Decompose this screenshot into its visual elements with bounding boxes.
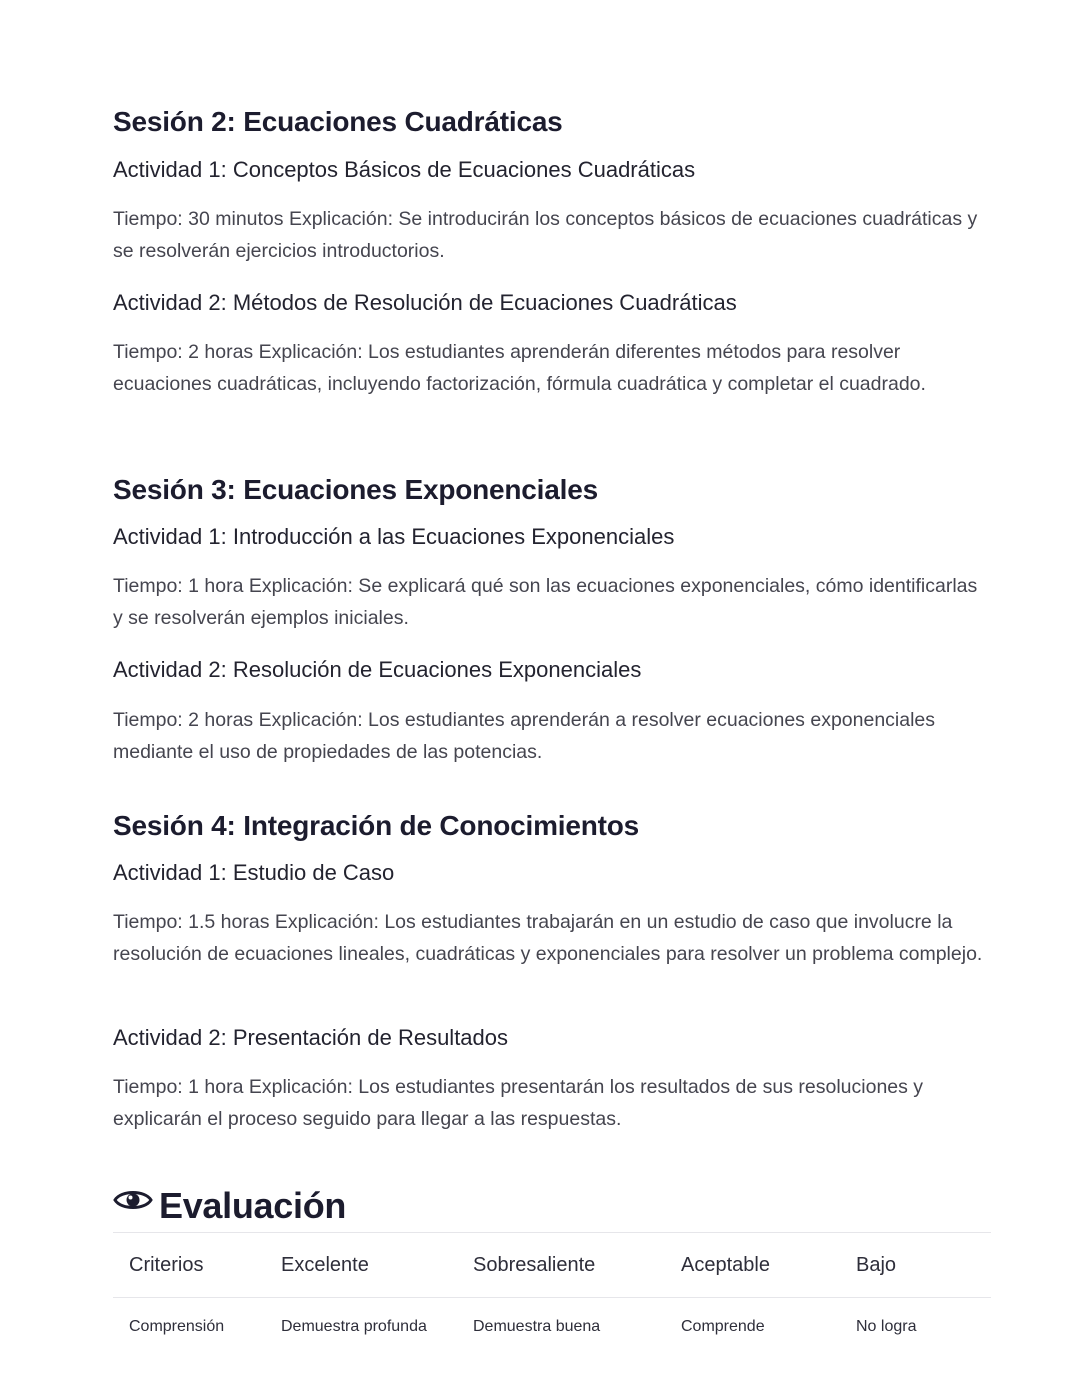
activity-title: Actividad 2: Presentación de Resultados — [113, 1025, 509, 1050]
activity-title: Actividad 2: Resolución de Ecuaciones Exponenciales — [113, 657, 642, 682]
column-header-excelente: Excelente — [265, 1233, 457, 1298]
column-header-aceptable: Aceptable — [665, 1233, 840, 1298]
table-cell: No logra — [856, 1318, 917, 1335]
activity-text: Tiempo: 1.5 horas Explicación: Los estudiantes trabajarán en un estudio de caso que involucre la resolución de ecuaciones lineales, cuadráticas y exponenciales para resolver un problema complejo. — [113, 911, 983, 965]
column-header-sobresaliente: Sobresaliente — [457, 1233, 665, 1298]
evaluation-title: Evaluación — [159, 1185, 347, 1226]
activity-text: Tiempo: 1 hora Explicación: Se explicará qué son las ecuaciones exponenciales, cómo identificarlas y se resolverán ejemplos iniciales. — [113, 575, 978, 629]
activity-text: Tiempo: 2 horas Explicación: Los estudiantes aprenderán a resolver ecuaciones exponenciales mediante el uso de propiedades de las potencias. — [113, 709, 936, 763]
column-header-bajo: Bajo — [840, 1233, 991, 1298]
activity-text: Tiempo: 2 horas Explicación: Los estudiantes aprenderán diferentes métodos para resolver ecuaciones cuadráticas, incluyendo factorización, fórmula cuadrática y completar el cuadrado. — [113, 341, 926, 395]
evaluation-table — [113, 1232, 991, 1356]
activity-title: Actividad 1: Introducción a las Ecuaciones Exponenciales — [113, 524, 675, 549]
activity-title: Actividad 1: Estudio de Caso — [113, 860, 395, 885]
session-title: Sesión 4: Integración de Conocimientos — [113, 810, 640, 841]
activity-title: Actividad 1: Conceptos Básicos de Ecuaciones Cuadráticas — [113, 157, 696, 182]
session-title: Sesión 2: Ecuaciones Cuadráticas — [113, 106, 563, 137]
column-header-criterios: Criterios — [113, 1233, 265, 1298]
table-row — [113, 1298, 991, 1357]
table-cell: Comprensión — [129, 1318, 225, 1335]
table-cell: Comprende — [681, 1318, 765, 1335]
activity-text: Tiempo: 1 hora Explicación: Los estudiantes presentarán los resultados de sus resoluciones y explicarán el proceso seguido para llegar a las respuestas. — [113, 1076, 924, 1130]
activity-text: Tiempo: 30 minutos Explicación: Se introducirán los conceptos básicos de ecuaciones cuadráticas y se resolverán ejercicios introductorios. — [113, 208, 978, 262]
eye-icon — [113, 1187, 153, 1213]
activity-title: Actividad 2: Métodos de Resolución de Ecuaciones Cuadráticas — [113, 290, 737, 315]
table-header-row — [113, 1233, 991, 1298]
evaluation-header — [113, 1182, 346, 1230]
session-title: Sesión 3: Ecuaciones Exponenciales — [113, 474, 598, 505]
table-cell: Demuestra profunda — [281, 1318, 427, 1335]
table-cell: Demuestra buena — [473, 1318, 601, 1335]
